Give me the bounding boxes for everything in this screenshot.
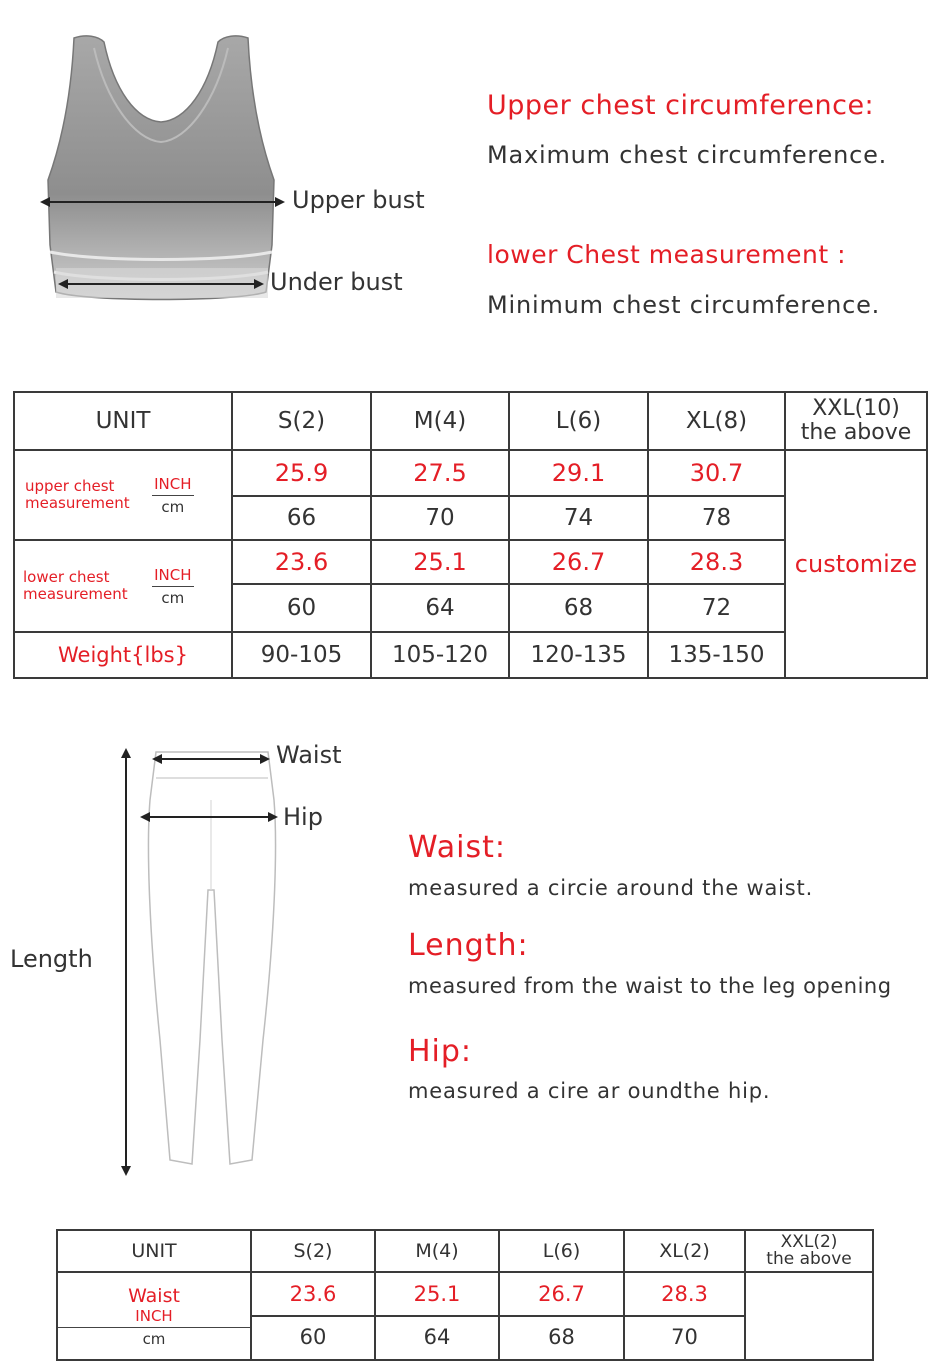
customize-cell: customize <box>785 450 927 678</box>
upper-chest-label-2: measurement <box>25 494 130 512</box>
upper-bust-label: Upper bust <box>292 186 425 214</box>
unit-inch: INCH <box>152 566 193 587</box>
under-bust-arrow <box>58 274 264 294</box>
upper-chest-row-label <box>14 450 232 540</box>
header-size-l: L(6) <box>499 1230 624 1272</box>
xxl-size-label: XXL(2) <box>780 1232 838 1252</box>
lower-cm-xl: 72 <box>648 584 785 632</box>
waist-inch-xl: 28.3 <box>624 1272 745 1316</box>
header-size-xxl <box>745 1230 873 1272</box>
header-size-xl: XL(8) <box>648 392 785 450</box>
unit-fraction <box>58 1307 250 1348</box>
hip-arrow <box>140 808 278 826</box>
lower-inch-xl: 28.3 <box>648 540 785 584</box>
header-size-m: M(4) <box>375 1230 499 1272</box>
upper-cm-s: 66 <box>232 496 371 540</box>
upper-cm-l: 74 <box>509 496 648 540</box>
header-size-s: S(2) <box>232 392 371 450</box>
table-header-row <box>14 392 927 450</box>
table-header-row <box>57 1230 873 1272</box>
header-unit: UNIT <box>14 392 232 450</box>
upper-inch-m: 27.5 <box>371 450 509 496</box>
lower-chest-heading: lower Chest measurement : <box>487 240 847 269</box>
upper-inch-s: 25.9 <box>232 450 371 496</box>
unit-fraction <box>152 475 193 516</box>
upper-cm-m: 70 <box>371 496 509 540</box>
hip-label: Hip <box>283 803 323 831</box>
lower-chest-label-1: lower chest <box>23 567 110 586</box>
lower-chest-desc: Minimum chest circumference. <box>487 291 881 319</box>
header-size-s: S(2) <box>251 1230 375 1272</box>
waist-label: Waist <box>276 741 342 769</box>
waist-row-label <box>57 1272 251 1360</box>
length-arrow <box>116 748 136 1176</box>
header-size-m: M(4) <box>371 392 509 450</box>
waist-cm-m: 64 <box>375 1316 499 1360</box>
lower-cm-s: 60 <box>232 584 371 632</box>
xxl-above-label: the above <box>800 420 912 445</box>
waist-cm-s: 60 <box>251 1316 375 1360</box>
waist-inch-l: 26.7 <box>499 1272 624 1316</box>
weight-label: Weight{lbs} <box>14 632 232 678</box>
leggings-size-table <box>56 1229 874 1361</box>
lower-chest-row-label <box>14 540 232 632</box>
upper-cm-xl: 78 <box>648 496 785 540</box>
waist-inch-m: 25.1 <box>375 1272 499 1316</box>
waist-cm-xl: 70 <box>624 1316 745 1360</box>
lower-cm-m: 64 <box>371 584 509 632</box>
bra-size-table <box>13 391 928 679</box>
length-heading: Length: <box>408 928 529 963</box>
hip-heading: Hip: <box>408 1034 473 1069</box>
under-bust-label: Under bust <box>270 268 403 296</box>
unit-cm: cm <box>142 1329 166 1348</box>
unit-cm: cm <box>161 497 185 516</box>
unit-inch: INCH <box>58 1307 250 1328</box>
waist-arrow <box>152 750 270 768</box>
sports-bra-illustration <box>36 30 286 315</box>
xxl-empty-cell <box>745 1272 873 1360</box>
lower-cm-l: 68 <box>509 584 648 632</box>
upper-chest-desc: Maximum chest circumference. <box>487 141 888 169</box>
upper-chest-heading: Upper chest circumference: <box>487 90 875 121</box>
header-size-xl: XL(2) <box>624 1230 745 1272</box>
length-desc: measured from the waist to the leg opening <box>408 974 892 998</box>
xxl-above-label: the above <box>766 1249 852 1269</box>
header-unit: UNIT <box>57 1230 251 1272</box>
xxl-size-label: XXL(10) <box>812 395 900 421</box>
waist-desc: measured a circie around the waist. <box>408 876 814 900</box>
unit-inch: INCH <box>152 475 193 496</box>
weight-l: 120-135 <box>509 632 648 678</box>
table-row <box>57 1272 873 1316</box>
weight-xl: 135-150 <box>648 632 785 678</box>
lower-inch-s: 23.6 <box>232 540 371 584</box>
weight-m: 105-120 <box>371 632 509 678</box>
lower-inch-m: 25.1 <box>371 540 509 584</box>
lower-inch-l: 26.7 <box>509 540 648 584</box>
unit-fraction <box>152 566 193 607</box>
waist-inch-s: 23.6 <box>251 1272 375 1316</box>
waist-heading: Waist: <box>408 830 506 865</box>
weight-s: 90-105 <box>232 632 371 678</box>
lower-chest-label-2: measurement <box>23 585 128 603</box>
header-size-l: L(6) <box>509 392 648 450</box>
hip-desc: measured a cire ar oundthe hip. <box>408 1079 771 1103</box>
leggings-illustration <box>118 740 288 1180</box>
header-size-xxl <box>785 392 927 450</box>
unit-cm: cm <box>161 588 185 607</box>
length-label: Length <box>10 945 93 973</box>
waist-row-name: Waist <box>128 1284 180 1307</box>
upper-inch-l: 29.1 <box>509 450 648 496</box>
upper-chest-label-1: upper chest <box>25 476 115 495</box>
upper-bust-arrow <box>40 192 285 212</box>
table-row <box>14 450 927 496</box>
waist-cm-l: 68 <box>499 1316 624 1360</box>
upper-inch-xl: 30.7 <box>648 450 785 496</box>
